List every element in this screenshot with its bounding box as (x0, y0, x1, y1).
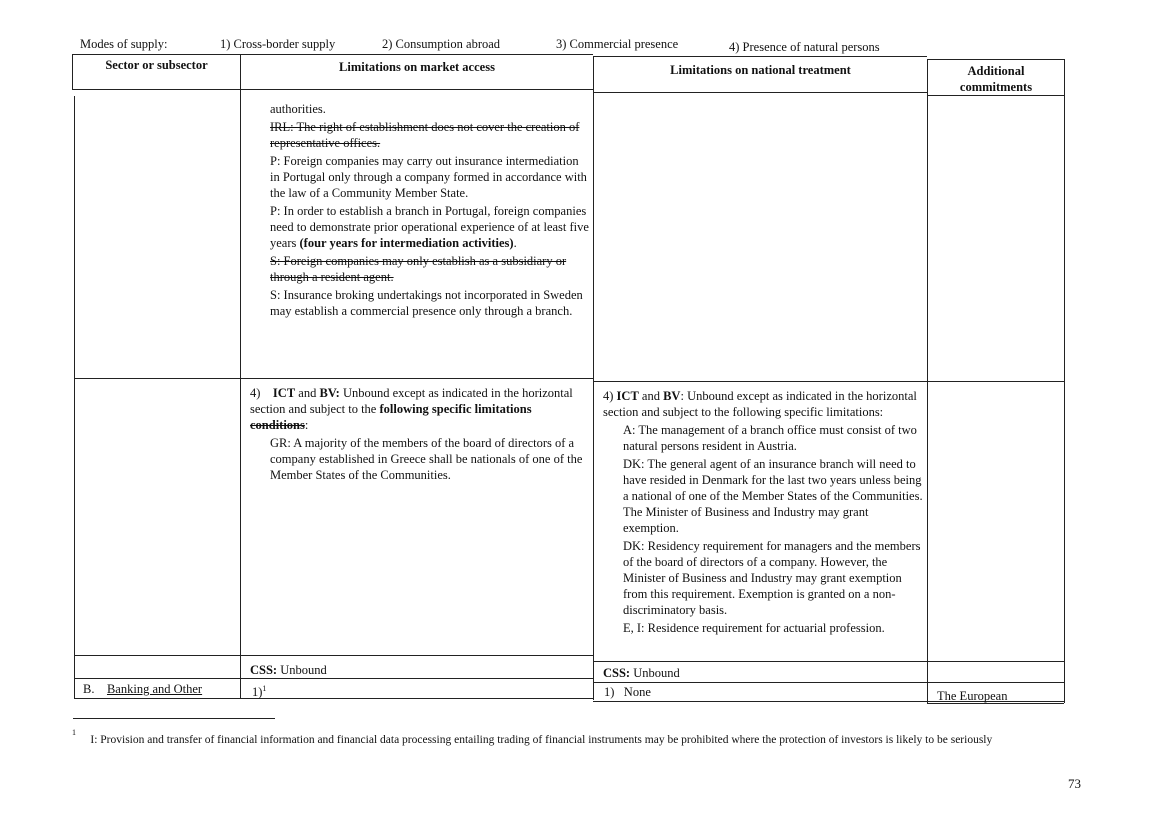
page-number: 73 (1068, 776, 1081, 791)
mode-1: 1) Cross-border supply (220, 37, 336, 51)
row2-market-intro: 4) ICT and BV: Unbound except as indicated in the horizontal section and subject to the following specific limitations conditions: (250, 386, 573, 432)
row1-p0: authorities. (270, 102, 326, 116)
row1-sweden: S: Insurance broking undertakings not incorporated in Sweden may establish a commercial presence only through a branch. (270, 288, 583, 318)
mode-3: 3) Commercial presence (556, 37, 679, 51)
header-national-treatment: Limitations on national treatment (670, 63, 851, 77)
header-additional-line2: commitments (959, 80, 1033, 94)
header-additional-commitments (928, 63, 1064, 95)
row2-conditions-deleted: conditions (250, 418, 305, 432)
footnote (72, 728, 1102, 746)
row1-portugal-2: P: In order to establish a branch in Portugal, foreign companies need to demonstrate prior operational experience of at least five years (four years for intermediation activities). (270, 204, 589, 250)
row2-national-intro: 4) ICT and BV: Unbound except as indicated in the horizontal section and subject to the following specific limitations: (603, 389, 917, 419)
row1-irl-deleted: IRL: The right of establishment does not cover the creation of representative offices. (270, 120, 580, 150)
row2-greece: GR: A majority of the members of the board of directors of a company established in Greece shall be nationals of one of the Member States of the Communities. (270, 436, 583, 482)
row1-portugal-1: P: Foreign companies may carry out insurance intermediation in Portugal only through a company formed in accordance with the law of a Community Member State. (270, 154, 587, 200)
row1-sweden-deleted: S: Foreign companies may only establish as a subsidiary or through a resident agent. (270, 254, 567, 284)
row2-denmark-2: DK: Residency requirement for managers and the members of the board of directors of a company. However, the Minister of Business and Industry may grant exemption from this requirement. Exemption is granted on a non-discriminatory basis. (623, 539, 921, 617)
row2-market-access (250, 385, 590, 485)
row2-denmark-1: DK: The general agent of an insurance branch will need to have resided in Denmark for the last two years unless being a national of one of the Member States of the Communities. The Minister of Business and Industry may grant exemption. (623, 457, 923, 535)
footnote-text: I: Provision and transfer of financial information and financial data processing entailing trading of financial instruments may be prohibited where the protection of investors is likely to be seriously (90, 733, 993, 746)
row2-spain-italy: E, I: Residence requirement for actuarial profession. (623, 621, 885, 635)
row4-market: 1)$^1$ (252, 684, 267, 700)
row4-sector: B. Banking and Other (83, 682, 203, 696)
row4-national: 1) None (604, 685, 651, 699)
mode-2: 2) Consumption abroad (382, 37, 501, 51)
row3-market-css: CSS: Unbound (250, 663, 327, 677)
row1-portugal-bold: (four years for intermediation activities) (299, 236, 514, 250)
row1-market-access (270, 101, 590, 321)
footnote-ref: 1 (262, 684, 267, 693)
row2-national-treatment (603, 388, 923, 638)
row3-national-css: CSS: Unbound (603, 666, 680, 680)
header-additional-line1: Additional (967, 64, 1025, 78)
header-market-access: Limitations on market access (339, 60, 495, 74)
footnote-mark: 1 (72, 728, 76, 737)
row2-austria: A: The management of a branch office must consist of two natural persons resident in Austria. (623, 423, 917, 453)
modes-label: Modes of supply: (80, 37, 168, 51)
header-sector: Sector or subsector (105, 58, 208, 72)
footnote-separator (73, 718, 275, 719)
mode-4: 4) Presence of natural persons (729, 40, 880, 54)
row4-sector-title: Banking and Other (106, 682, 203, 696)
row4-additional: The European (937, 689, 1008, 703)
